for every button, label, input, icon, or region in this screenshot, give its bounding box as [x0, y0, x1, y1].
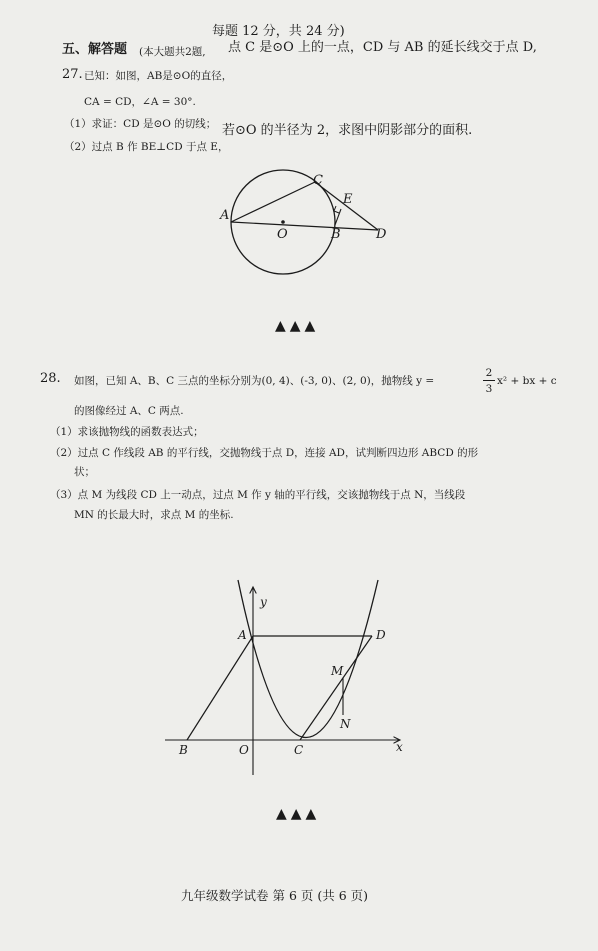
q28-figure	[160, 575, 420, 780]
q28-label-O: O	[239, 743, 249, 757]
q28-end-mark: ▲▲▲	[276, 806, 321, 822]
q28-frac-num: 2	[485, 367, 493, 379]
q27-part1: （1）求证：CD 是⊙O 的切线；	[64, 118, 217, 130]
q27-center-dot	[281, 220, 285, 224]
q28-part1: （1）求该抛物线的函数表达式；	[50, 426, 204, 438]
q27-label-B: B	[331, 227, 341, 242]
q28-part2-line2: 状；	[74, 466, 95, 478]
q27-label-C: C	[313, 173, 323, 188]
q28-number: 28.	[40, 371, 61, 386]
section-note-b: 每题 12 分，共 24 分)	[212, 24, 345, 39]
q27-line-AD	[231, 222, 378, 230]
q28-part2-line1: （2）过点 C 作线段 AB 的平行线，交抛物线于点 D，连接 AD，试判断四边形 ABCD 的形	[50, 447, 479, 459]
q27-part2a: （2）过点 B 作 BE⊥CD 于点 E，	[64, 141, 229, 153]
q28-label-A: A	[238, 628, 247, 642]
q27-label-D: D	[376, 227, 387, 242]
q28-label-N: N	[340, 717, 351, 731]
q27-end-mark: ▲▲▲	[275, 318, 320, 334]
page-footer: 九年级数学试卷 第 6 页 (共 6 页)	[181, 888, 369, 903]
q28-label-M: M	[331, 664, 344, 678]
q28-stem-b: x² + bx + c	[497, 375, 557, 387]
q27-label-A: A	[220, 208, 230, 223]
q28-label-B: B	[179, 743, 188, 757]
q28-stem-a: 如图，已知 A、B、C 三点的坐标分别为(0, 4)、(-3, 0)、(2, 0)，抛物线 y =	[74, 375, 435, 387]
q28-part3-line1: （3）点 M 为线段 CD 上一动点，过点 M 作 y 轴的平行线，交该抛物线于点 N，当线段	[50, 489, 466, 501]
q28-parabola	[238, 580, 378, 738]
q28-label-C: C	[294, 743, 304, 757]
q27-figure	[215, 165, 400, 280]
q28-label-x: x	[396, 740, 403, 754]
q28-label-D: D	[376, 628, 386, 642]
section-header: 五、解答题	[62, 42, 128, 57]
q27-stem-2: CA = CD，∠A = 30°.	[84, 96, 196, 108]
q27-stem-1b: 点 C 是⊙O 上的一点，CD 与 AB 的延长线交于点 D,	[228, 40, 537, 55]
q28-stem-2: 的图像经过 A、C 两点.	[74, 405, 184, 417]
section-note-a: (本大题共2题,	[139, 46, 206, 58]
q27-label-E: E	[343, 192, 353, 207]
q28-part3-line2: MN 的长最大时，求点 M 的坐标.	[74, 509, 234, 521]
q27-label-O: O	[277, 227, 288, 242]
q27-number: 27.	[62, 67, 83, 82]
q28-label-y: y	[260, 595, 267, 609]
q28-line-CD	[300, 636, 372, 740]
q27-right-angle	[334, 206, 339, 213]
q27-stem-1a: 已知：如图，AB是⊙O的直径，	[84, 70, 233, 82]
q28-frac-den: 3	[485, 383, 493, 395]
q28-line-AB	[187, 636, 253, 740]
q27-part2b: 若⊙O 的半径为 2，求图中阴影部分的面积.	[222, 123, 473, 138]
